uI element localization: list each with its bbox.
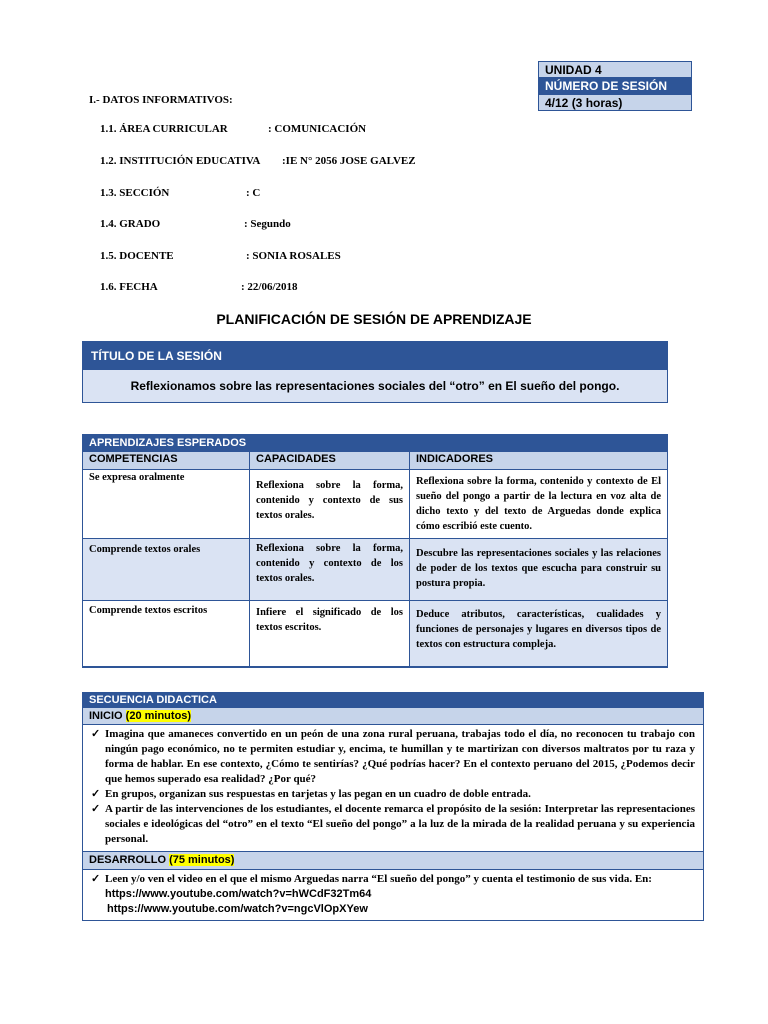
datos-value: : Segundo — [244, 218, 291, 230]
capacidad-cell: Reflexiona sobre la forma, contenido y contexto de sus textos orales. — [250, 470, 410, 539]
datos-row-grado — [100, 218, 291, 230]
datos-label: 1.2. INSTITUCIÓN EDUCATIVA — [100, 155, 261, 167]
datos-row-docente — [100, 250, 341, 262]
video-link[interactable]: https://www.youtube.com/watch?v=hWCdF32Tm64 — [105, 888, 372, 900]
datos-label: 1.3. SECCIÓN — [100, 187, 170, 199]
list-item — [91, 802, 695, 847]
secuencia-header: SECUENCIA DIDACTICA — [83, 693, 703, 708]
list-item-text: Leen y/o ven el video en el que el mismo Arguedas narra “El sueño del pongo” y cuenta el testimonio de sus vida. En: — [105, 873, 652, 885]
column-header: CAPACIDADES — [250, 452, 410, 470]
competencia-cell: Comprende textos escritos — [83, 601, 250, 667]
list-item-text: En grupos, organizan sus respuestas en tarjetas y las pegan en un cuadro de doble entrada. — [105, 788, 531, 800]
column-header: INDICADORES — [410, 452, 667, 470]
datos-label: 1.4. GRADO — [100, 218, 161, 230]
unit-box — [538, 61, 692, 111]
list-item-text: A partir de las intervenciones de los estudiantes, el docente remarca el propósito de la sesión: Interpretar las representaciones sociales e ideológicas del “otro” en el texto “El sueño del pongo” a la luz de la mirada de la realidad peruana y su experiencia personal. — [105, 803, 695, 845]
aprendizajes-header: APRENDIZAJES ESPERADOS — [83, 435, 667, 452]
datos-row-fecha — [100, 281, 298, 293]
checkmark-icon: ✓ — [91, 788, 101, 800]
datos-value: : COMUNICACIÓN — [268, 123, 367, 135]
indicador-cell: Descubre las representaciones sociales y las relaciones de poder de los textos que escucha para construir su postura propia. — [410, 539, 667, 601]
column-header: COMPETENCIAS — [83, 452, 250, 470]
plan-title: PLANIFICACIÓN DE SESIÓN DE APRENDIZAJE — [216, 311, 532, 327]
indicador-cell: Deduce atributos, características, cualidades y funciones de personajes y lugares en diversos tipos de textos con estructura compleja. — [410, 601, 667, 667]
indicador-cell: Reflexiona sobre la forma, contenido y contexto de El sueño del pongo a partir de la lectura en voz alta de dicho texto y del texto de Arguedas donde explica cómo escribió este cuento. — [410, 470, 667, 539]
datos-row-area — [100, 123, 367, 135]
inicio-list — [83, 725, 703, 851]
checkmark-icon: ✓ — [91, 873, 101, 885]
video-link[interactable]: https://www.youtube.com/watch?v=ngcVlOpXYew — [107, 903, 368, 915]
inicio-label: INICIO — [89, 710, 126, 722]
session-title-text: Reflexionamos sobre las representaciones sociales del “otro” en El sueño del pongo. — [83, 370, 667, 402]
competencia-cell: Comprende textos orales — [83, 539, 250, 601]
inicio-header — [83, 708, 703, 725]
datos-heading: I.- DATOS INFORMATIVOS: — [89, 94, 233, 106]
checkmark-icon: ✓ — [91, 728, 101, 740]
session-title-box — [82, 341, 668, 403]
datos-label: 1.1. ÁREA CURRICULAR — [100, 123, 228, 135]
numero-sesion-value: 4/12 (3 horas) — [539, 94, 691, 110]
list-item — [91, 787, 695, 802]
datos-label: 1.6. FECHA — [100, 281, 158, 293]
inicio-time: (20 minutos) — [125, 710, 192, 722]
session-title-header: TÍTULO DE LA SESIÓN — [83, 342, 667, 370]
datos-row-institucion — [100, 155, 416, 167]
numero-sesion-label: NÚMERO DE SESIÓN — [539, 78, 691, 94]
unidad-label: UNIDAD 4 — [539, 62, 691, 78]
secuencia-didactica — [82, 692, 704, 921]
datos-value: :IE N° 2056 JOSE GALVEZ — [282, 155, 416, 167]
datos-row-seccion — [100, 187, 261, 199]
desarrollo-header — [83, 851, 703, 870]
list-item-text: Imagina que amaneces convertido en un peón de una zona rural peruana, trabajas todo el día, no reconocen tu trabajo con ningún pago económico, no te permiten estudiar y, encima, te humillan y te martirizan con diversos maltratos por tu raza y forma de hablar. En ese contexto, ¿Cómo te sentirías? ¿Qué podrías hacer? En el contexto peruano del 2015, ¿Podemos decir que hemos superado esa realidad? ¿Por qué? — [105, 728, 695, 785]
capacidad-cell: Reflexiona sobre la forma, contenido y contexto de los textos orales. — [250, 539, 410, 601]
datos-value: : SONIA ROSALES — [246, 250, 341, 262]
datos-label: 1.5. DOCENTE — [100, 250, 174, 262]
capacidad-cell: Infiere el significado de los textos escritos. — [250, 601, 410, 667]
desarrollo-label: DESARROLLO — [89, 854, 170, 866]
datos-value: : 22/06/2018 — [241, 281, 298, 293]
list-item — [91, 872, 695, 902]
desarrollo-list — [83, 870, 703, 902]
list-item — [91, 727, 695, 787]
datos-value: : C — [246, 187, 261, 199]
competencia-cell: Se expresa oralmente — [83, 470, 250, 539]
desarrollo-time: (75 minutos) — [169, 854, 235, 866]
checkmark-icon: ✓ — [91, 803, 101, 815]
aprendizajes-table — [82, 434, 668, 668]
